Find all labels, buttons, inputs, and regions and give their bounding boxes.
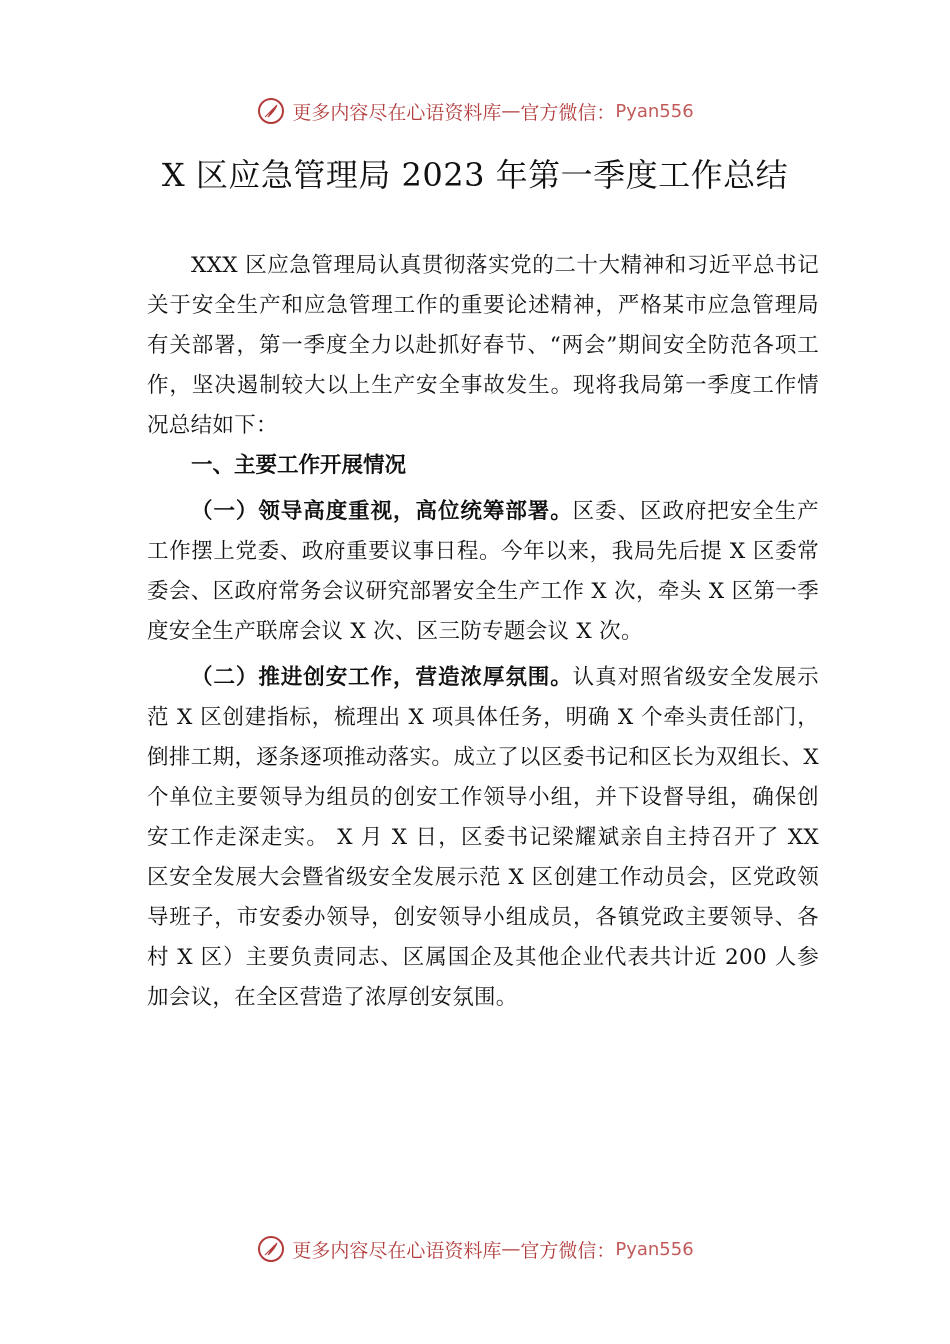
item-2-body: 认真对照省级安全发展示范 X 区创建指标，梳理出 X 项具体任务，明确 X 个牵头责任部门，倒排工期，逐条逐项推动落实。成立了以区委书记和区长为双组长、X 个单位主要领导为组员的创安工作领导小组，并下设督导组，确保创安工作走深走实。 X 月 X 日，区委书记梁耀斌亲自主持召开了 XX 区安全发展大会暨省级安全发展示范 X 区创建工作动员会，区党政领导班子，市安委办领导，创安领导小组成员，各镇党政主要领导、各村 X 区）主要负责同志、区属国企及其他企业代表共计近 200 人参加会议，在全区营造了浓厚创安氛围。 — [147, 665, 819, 1010]
watermark-wechat-label: 官方微信： — [520, 1239, 616, 1262]
watermark-wechat-id: Pyan556 — [615, 1238, 694, 1260]
quill-logo-icon — [256, 96, 286, 126]
item-2-paragraph — [147, 658, 819, 1018]
item-1-paragraph — [147, 492, 819, 652]
watermark-main-text: 更多内容尽在心语资料库 — [292, 1239, 502, 1262]
watermark-dash: — — [501, 1238, 521, 1260]
section-heading: 一、主要工作开展情况 — [191, 453, 407, 478]
watermark-wechat-id: Pyan556 — [615, 100, 694, 122]
document-body — [147, 246, 819, 1018]
quill-logo-icon — [256, 1234, 286, 1264]
document-title: X 区应急管理局 2023 年第一季度工作总结 — [161, 156, 789, 194]
watermark-wechat-label: 官方微信： — [520, 101, 616, 124]
item-2-lead: （二）推进创安工作，营造浓厚氛围。 — [191, 665, 573, 690]
watermark-main-text: 更多内容尽在心语资料库 — [292, 101, 502, 124]
watermark-header — [0, 96, 950, 126]
item-1-lead: （一）领导高度重视，高位统筹部署。 — [191, 499, 573, 524]
watermark-footer — [0, 1234, 950, 1264]
watermark-dash: — — [501, 100, 521, 122]
intro-paragraph: XXX 区应急管理局认真贯彻落实党的二十大精神和习近平总书记关于安全生产和应急管理工作的重要论述精神，严格某市应急管理局有关部署，第一季度全力以赴抓好春节、“两会”期间安全防范各项工作，坚决遏制较大以上生产安全事故发生。现将我局第一季度工作情况总结如下： — [147, 253, 819, 438]
item-1-body: 区委、区政府把安全生产工作摆上党委、政府重要议事日程。今年以来，我局先后提 X 区委常委会、区政府常务会议研究部署安全生产工作 X 次，牵头 X 区第一季度安全生产联席会议 X 次、区三防专题会议 X 次。 — [147, 499, 819, 644]
